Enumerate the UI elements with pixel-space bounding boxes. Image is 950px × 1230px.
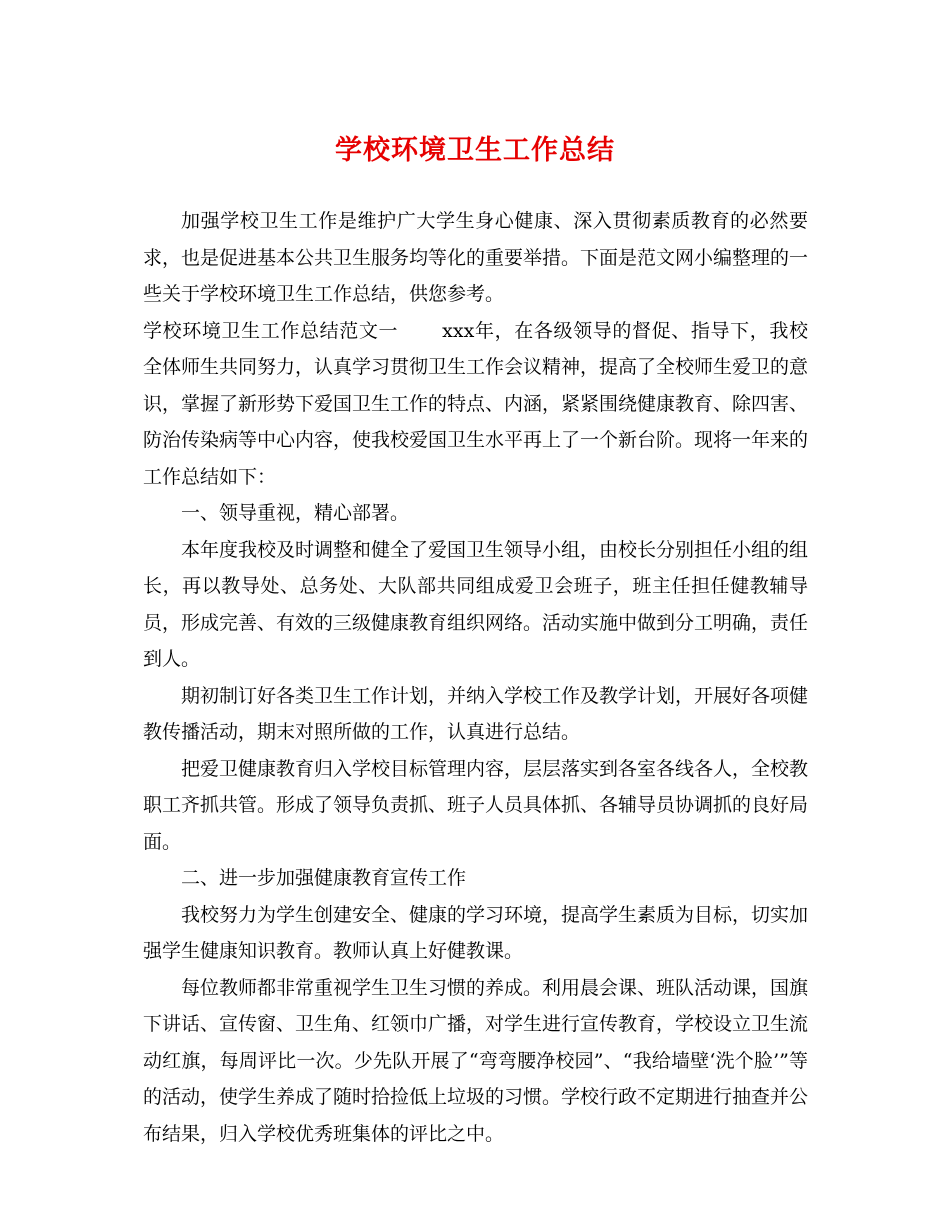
section-heading-2: 二、进一步加强健康教育宣传工作: [181, 867, 467, 889]
body-paragraph: 把爱卫健康教育归入学校目标管理内容，层层落实到各室各线各人，全校教职工齐抓共管。形成了领导负责抓、班子人员具体抓、各辅导员协调抓的良好局面。: [143, 757, 809, 853]
sample-intro-text: xxx年，在各级领导的督促、指导下，我校全体师生共同努力，认真学习贯彻卫生工作会议精神，提高了全校师生爱卫的意识，掌握了新形势下爱国卫生工作的特点、内涵，紧紧围绕健康教育、除四害、防治传染病等中心内容，使我校爱国卫生水平再上了一个新台阶。现将一年来的工作总结如下：: [143, 319, 809, 488]
sample-paragraph: [143, 313, 808, 496]
document-body: [143, 203, 808, 1152]
document-title: 学校环境卫生工作总结: [335, 135, 615, 166]
body-paragraph: 本年度我校及时调整和健全了爱国卫生领导小组，由校长分别担任小组的组长，再以教导处、总务处、大队部共同组成爱卫会班子，班主任担任健教辅导员，形成完善、有效的三级健康教育组织网络。活动实施中做到分工明确，责任到人。: [143, 538, 809, 670]
intro-paragraph: 加强学校卫生工作是维护广大学生身心健康、深入贯彻素质教育的必然要求，也是促进基本公共卫生服务均等化的重要举措。下面是范文网小编整理的一些关于学校环境卫生工作总结，供您参考。: [143, 210, 809, 305]
section-heading-1: 一、领导重视，精心部署。: [181, 502, 410, 524]
body-paragraph: 每位教师都非常重视学生卫生习惯的养成。利用晨会课、班队活动课，国旗下讲话、宣传窗、卫生角、红领巾广播，对学生进行宣传教育，学校设立卫生流动红旗，每周评比一次。少先队开展了“弯弯腰净校园”、“我给墙壁‘洗个脸’”等的活动，使学生养成了随时拾捡低上垃圾的习惯。学校行政不定期进行抽查并公布结果，归入学校优秀班集体的评比之中。: [143, 976, 809, 1145]
sample-heading: 学校环境卫生工作总结范文一: [143, 319, 399, 342]
body-paragraph: 我校努力为学生创建安全、健康的学习环境，提高学生素质为目标，切实加强学生健康知识教育。教师认真上好健教课。: [143, 903, 809, 962]
body-paragraph: 期初制订好各类卫生工作计划，并纳入学校工作及教学计划，开展好各项健教传播活动，期末对照所做的工作，认真进行总结。: [143, 684, 809, 743]
